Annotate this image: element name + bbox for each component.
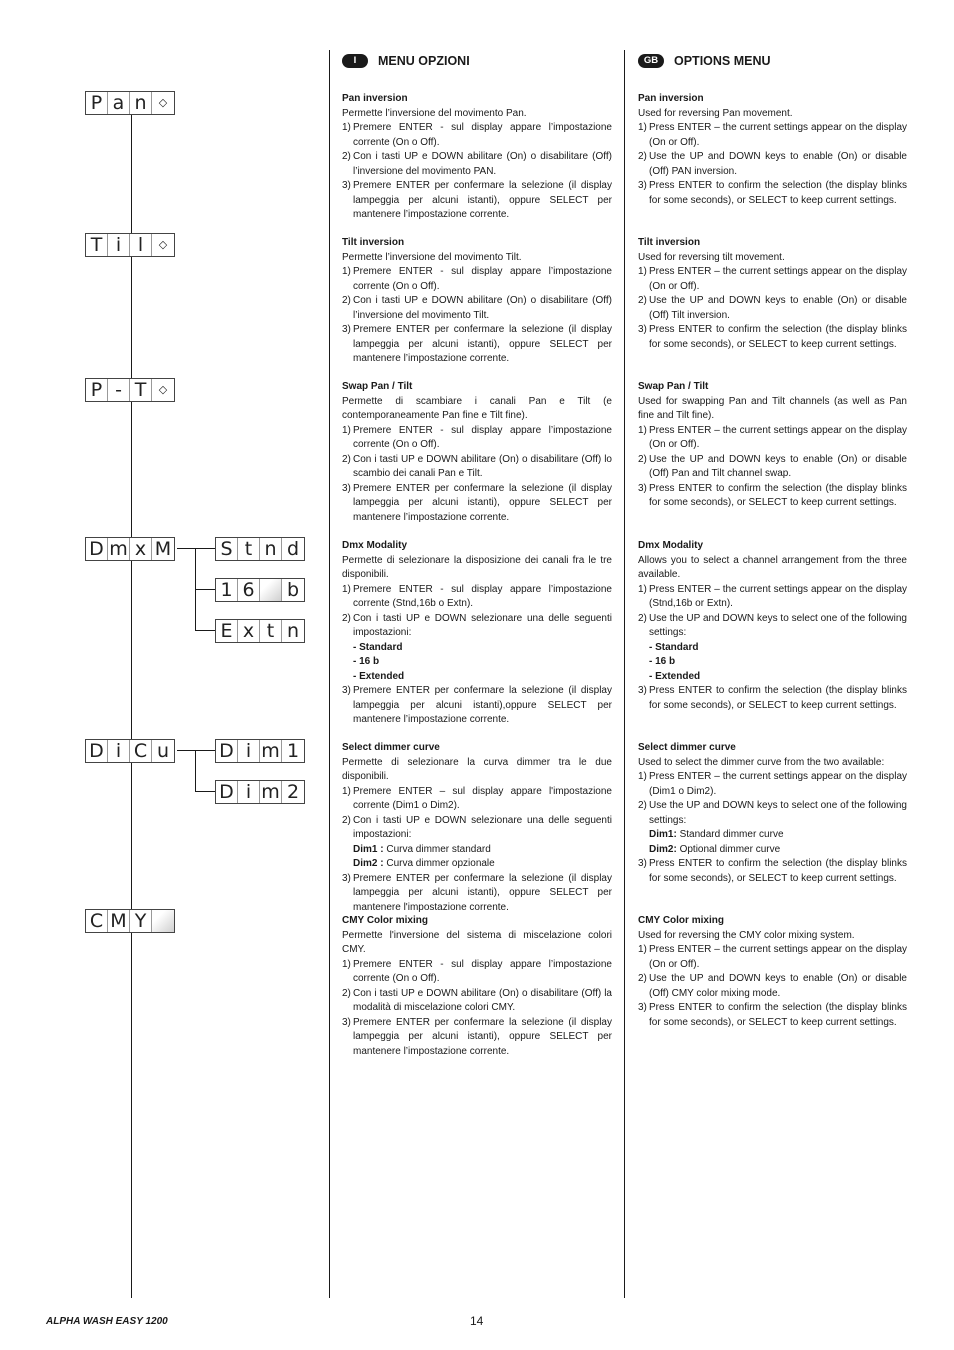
lcd-char <box>260 579 282 601</box>
lcd-char: i <box>108 234 130 256</box>
lcd-char: 6 <box>238 579 260 601</box>
lcd-char: i <box>238 781 260 803</box>
step-text: Premere ENTER per confermare la selezione (il display lampeggia per alcuni istanti),oppure SELECT per mantenere l’impostazione corrente. <box>353 685 612 725</box>
step-text: Use the UP and DOWN keys to select one of the following settings: <box>649 800 907 826</box>
column-divider-left <box>329 50 330 1298</box>
section-intro: Used for reversing tilt movement. <box>638 251 785 263</box>
lcd-16b <box>215 578 305 602</box>
lcd-char: i <box>238 740 260 762</box>
option-label: - Extended <box>649 670 701 682</box>
step-text: Press ENTER – the current settings appear on the display (On or Off). <box>649 122 907 148</box>
step-text: Premere ENTER - sul display appare l’impostazione corrente (Stnd,16b o Extn). <box>353 583 612 609</box>
section-intro: Used for reversing the CMY color mixing system. <box>638 929 855 941</box>
lcd-char: x <box>238 620 260 642</box>
page-number: 14 <box>470 1314 484 1328</box>
lcd-char: b <box>286 579 300 601</box>
step-text: Press ENTER to confirm the selection (the display blinks for some seconds), or SELECT to keep current settings. <box>649 180 907 206</box>
lcd-cmy <box>85 909 175 933</box>
option-key: Dim1 : <box>353 843 384 855</box>
step-text: Con i tasti UP e DOWN selezionare una delle seguenti impostazioni: <box>353 612 612 638</box>
lcd-dim2 <box>215 780 305 804</box>
lcd-char: l <box>130 234 152 256</box>
option-label: - 16 b <box>353 656 380 667</box>
section-title: Select dimmer curve <box>638 742 736 753</box>
section-intro: Permette l’inversione del movimento Tilt. <box>342 251 522 263</box>
option-label: - Standard <box>649 641 699 653</box>
section-title: Tilt inversion <box>638 237 701 248</box>
language-badge: GB <box>638 54 664 68</box>
lcd-pan-tilt <box>85 378 175 402</box>
lcd-dimmer-curve <box>85 739 175 763</box>
tree-branch <box>195 791 215 792</box>
option-label: - Standard <box>353 641 403 653</box>
language-badge: I <box>342 54 368 68</box>
menu-tree-line <box>131 114 132 1298</box>
section-intro: Used for reversing Pan movement. <box>638 107 793 119</box>
section-intro: Used to select the dimmer curve from the two available: <box>638 756 885 768</box>
lcd-char: M <box>154 538 172 560</box>
section-title: Dmx Modality <box>638 540 704 551</box>
section-intro: Used for swapping Pan and Tilt channels (as well as Pan fine and Tilt fine). <box>638 395 907 421</box>
lcd-char: C <box>86 910 108 932</box>
step-text: Use the UP and DOWN keys to enable (On) or disable (Off) Pan and Tilt channel swap. <box>649 453 907 479</box>
lcd-char: D <box>216 740 238 762</box>
up-down-arrows-icon: ◇ <box>158 96 168 109</box>
lcd-char: 1 <box>286 740 300 762</box>
step-text: Press ENTER to confirm the selection (the display blinks for some seconds), or SELECT to keep current settings. <box>649 324 907 350</box>
section-dmx-modality: Dmx Modality Allows you to select a channel arrangement from the three available. 1) Press ENTER – the current settings appear on the display (Stnd,16b or Extn). 2) Use the UP and DOWN keys to select one of the following settings: - Standard - 16 b - Extended 3) Press ENTER to confirm the selection (the display blinks for some seconds), or SELECT to keep current settings. <box>638 539 907 713</box>
up-down-arrows-icon: ◇ <box>158 238 168 251</box>
lcd-char: m <box>108 538 130 560</box>
step-text: Press ENTER – the current settings appear on the display (On or Off). <box>649 944 907 970</box>
section-title: Dmx Modality <box>342 540 408 551</box>
lcd-char: t <box>260 620 282 642</box>
lcd-char: D <box>216 781 238 803</box>
step-text: Premere ENTER - sul display appare l’impostazione corrente (On o Off). <box>353 424 612 450</box>
step-text: Press ENTER to confirm the selection (the display blinks for some seconds), or SELECT to keep current settings. <box>649 685 907 711</box>
lcd-char: T <box>86 234 108 256</box>
step-text: Press ENTER – the current settings appear on the display (On or Off). <box>649 424 907 450</box>
lcd-blank-cell <box>152 910 174 932</box>
step-text: Premere ENTER - sul display appare l’impostazione corrente (On o Off). <box>353 958 612 984</box>
section-intro: Permette di scambiare i canali Pan e Tilt (e contemporaneamente Pan fine e Tilt fine). <box>342 395 612 421</box>
lcd-char: u <box>156 740 170 762</box>
column-header <box>342 52 612 70</box>
tree-branch <box>195 630 215 631</box>
step-text: Con i tasti UP e DOWN abilitare (On) o disabilitare (Off) l’inversione del movimento PAN. <box>353 151 612 177</box>
italian-column <box>342 52 612 1057</box>
lcd-char: a <box>108 92 130 114</box>
step-text: Use the UP and DOWN keys to enable (On) or disable (Off) CMY color mixing mode. <box>649 973 907 999</box>
section-intro: Permette di selezionare la curva dimmer tra le due disponibili. <box>342 756 612 782</box>
section-intro: Permette l’inversione del movimento Pan. <box>342 107 527 119</box>
column-header <box>638 52 907 70</box>
step-text: Premere ENTER - sul display appare l’impostazione corrente (On o Off). <box>353 122 612 148</box>
option-key: Dim2 : <box>353 858 384 869</box>
lcd-char: D <box>86 740 108 762</box>
section-title: CMY Color mixing <box>342 915 428 926</box>
section-swap-pan-tilt: Swap Pan / Tilt Used for swapping Pan and Tilt channels (as well as Pan fine and Tilt fine). 1) Press ENTER – the current settings appear on the display (On or Off). 2) Use the UP and DOWN keys to enable (On) or disable (Off) Pan and Tilt channel swap. 3) Press ENTER to confirm the selection (the display blinks for some seconds), or SELECT to keep current settings. <box>638 380 907 511</box>
lcd-char: P <box>86 379 108 401</box>
tree-branch <box>177 750 215 751</box>
lcd-char: M <box>108 910 130 932</box>
lcd-char: S <box>216 538 238 560</box>
column-title: OPTIONS MENU <box>674 53 771 68</box>
lcd-char: n <box>130 92 152 114</box>
lcd-pan <box>85 91 175 115</box>
tree-branch <box>177 548 215 549</box>
section-title: Select dimmer curve <box>342 742 440 753</box>
up-down-arrows-icon: ◇ <box>158 383 168 396</box>
lcd-tilt <box>85 233 175 257</box>
step-text: Premere ENTER per confermare la selezione (il display lampeggia per alcuni istanti), oppure SELECT per mantenere l’impostazione corrente. <box>353 180 612 220</box>
option-desc: Optional dimmer curve <box>676 843 781 855</box>
option-key: Dim2: <box>649 843 677 855</box>
lcd-char: d <box>286 538 300 560</box>
column-title: MENU OPZIONI <box>378 53 470 68</box>
section-dimmer-curve: Select dimmer curve Permette di selezionare la curva dimmer tra le due disponibili. 1) Premere ENTER – sul display appare l'impostazione corrente (Dim1 o Dim2). 2) Con i tasti UP e DOWN selezionare una delle seguenti impostazioni: Dim1 : Curva dimmer standard Dim2 : Curva dimmer opzionale 3) Premere ENTER per confermare la selezione (il display lampeggia per alcuni istanti), oppure SELECT per mantenere l'impostazione corrente. <box>342 741 612 915</box>
step-text: Press ENTER – the current settings appear on the display (Dim1 o Dim2). <box>649 771 907 797</box>
lcd-char: x <box>130 538 152 560</box>
lcd-standard <box>215 537 305 561</box>
option-label: - 16 b <box>649 656 676 667</box>
step-text: Premere ENTER per confermare la selezione (il display lampeggia per alcuni istanti), oppure SELECT per mantenere l’impostazione corrente. <box>353 1016 612 1057</box>
lcd-char: t <box>238 538 260 560</box>
lcd-char: C <box>130 740 152 762</box>
section-dimmer-curve: Select dimmer curve Used to select the dimmer curve from the two available: 1) Press ENTER – the current settings appear on the display (Dim1 o Dim2). 2) Use the UP and DOWN keys to select one of the following settings: Dim1: Standard dimmer curve Dim2: Optional dimmer curve 3) Press ENTER to confirm the selection (the display blinks for some seconds), or SELECT to keep current settings. <box>638 741 907 886</box>
step-text: Use the UP and DOWN keys to enable (On) or disable (Off) PAN inversion. <box>649 151 907 177</box>
step-text: Con i tasti UP e DOWN abilitare (On) o disabilitare (Off) la modalità di miscelazione colori CMY. <box>353 987 612 1013</box>
step-text: Con i tasti UP e DOWN selezionare una delle seguenti impostazioni: <box>353 814 612 840</box>
option-desc: Standard dimmer curve <box>676 829 784 840</box>
lcd-char: n <box>286 620 300 642</box>
option-desc: Curva dimmer standard <box>383 843 491 855</box>
section-dmx-modality: Dmx Modality Permette di selezionare la disposizione dei canali fra le tre disponibili. 1) Premere ENTER - sul display appare l’impostazione corrente (Stnd,16b o Extn). 2) Con i tasti UP e DOWN selezionare una delle seguenti impostazioni: - Standard - 16 b - Extended 3) Premere ENTER per confermare la selezione (il display lampeggia per alcuni istanti),oppure SELECT per mantenere l’impostazione corrente. <box>342 539 612 728</box>
lcd-char: m <box>260 740 282 762</box>
lcd-char: n <box>260 538 282 560</box>
step-text: Premere ENTER per confermare la selezione (il display lampeggia per alcuni istanti), oppure SELECT per mantenere l’impostazione corrente. <box>353 482 612 523</box>
section-swap-pan-tilt: Swap Pan / Tilt Permette di scambiare i canali Pan e Tilt (e contemporaneamente Pan fine e Tilt fine). 1) Premere ENTER - sul display appare l’impostazione corrente (On o Off). 2) Con i tasti UP e DOWN abilitare (On) o disabilitare (Off) lo scambio dei canali Pan e Tilt. 3) Premere ENTER per confermare la selezione (il display lampeggia per alcuni istanti), oppure SELECT per mantenere l’impostazione corrente. <box>342 380 612 525</box>
step-text: Premere ENTER per confermare la selezione (il display lampeggia per alcuni istanti), oppure SELECT per mantenere l’impostazione corrente. <box>353 324 612 364</box>
section-pan-inversion: Pan inversion Permette l’inversione del movimento Pan. 1) Premere ENTER - sul display appare l’impostazione corrente (On o Off). 2) Con i tasti UP e DOWN abilitare (On) o disabilitare (Off) l’inversione del movimento PAN. 3) Premere ENTER per confermare la selezione (il display lampeggia per alcuni istanti), oppure SELECT per mantenere l’impostazione corrente. <box>342 92 612 223</box>
step-text: Press ENTER – the current settings appear on the display (On or Off). <box>649 266 907 292</box>
option-desc: Curva dimmer opzionale <box>383 858 495 869</box>
section-tilt-inversion: Tilt inversion Used for reversing tilt movement. 1) Press ENTER – the current settings appear on the display (On or Off). 2) Use the UP and DOWN keys to enable (On) or disable (Off) Tilt inversion. 3) Press ENTER to confirm the selection (the display blinks for some seconds), or SELECT to keep current settings. <box>638 236 907 352</box>
section-intro: Permette di selezionare la disposizione dei canali fra le tre disponibili. <box>342 554 612 580</box>
section-title: CMY Color mixing <box>638 915 724 926</box>
step-text: Premere ENTER per confermare la selezione (il display lampeggia per alcuni istanti), oppure SELECT per mantenere l'impostazione corrente. <box>353 872 612 913</box>
column-divider-right <box>624 50 625 1298</box>
lcd-char: D <box>86 538 108 560</box>
lcd-char: Y <box>130 910 152 932</box>
lcd-char: 1 <box>216 579 238 601</box>
step-text: Con i tasti UP e DOWN abilitare (On) o disabilitare (Off) lo scambio dei canali Pan e Tilt. <box>353 453 612 479</box>
section-title: Swap Pan / Tilt <box>638 381 709 392</box>
lcd-char: P <box>86 92 108 114</box>
lcd-char: - <box>108 379 130 401</box>
step-text: Press ENTER to confirm the selection (the display blinks for some seconds), or SELECT to keep current settings. <box>649 1002 907 1028</box>
section-intro: Allows you to select a channel arrangement from the three available. <box>638 554 907 580</box>
step-text: Use the UP and DOWN keys to enable (On) or disable (Off) Tilt inversion. <box>649 295 907 321</box>
section-cmy-mixing: CMY Color mixing Permette l'inversione del sistema di miscelazione colori CMY. 1) Premere ENTER - sul display appare l’impostazione corrente (On o Off). 2) Con i tasti UP e DOWN abilitare (On) o disabilitare (Off) la modalità di miscelazione colori CMY. 3) Premere ENTER per confermare la selezione (il display lampeggia per alcuni istanti), oppure SELECT per mantenere l’impostazione corrente. <box>342 914 612 1059</box>
lcd-char: i <box>108 740 130 762</box>
section-pan-inversion: Pan inversion Used for reversing Pan movement. 1) Press ENTER – the current settings appear on the display (On or Off). 2) Use the UP and DOWN keys to enable (On) or disable (Off) PAN inversion. 3) Press ENTER to confirm the selection (the display blinks for some seconds), or SELECT to keep current settings. <box>638 92 907 208</box>
step-text: Press ENTER – the current settings appear on the display (Stnd,16b or Extn). <box>649 583 907 609</box>
lcd-dmx-mode <box>85 537 175 561</box>
lcd-char: 2 <box>286 781 300 803</box>
lcd-char: E <box>216 620 238 642</box>
lcd-char: m <box>260 781 282 803</box>
section-title: Tilt inversion <box>342 237 405 248</box>
section-title: Swap Pan / Tilt <box>342 381 413 392</box>
section-tilt-inversion: Tilt inversion Permette l’inversione del movimento Tilt. 1) Premere ENTER - sul display appare l’impostazione corrente (On o Off). 2) Con i tasti UP e DOWN abilitare (On) o disabilitare (Off) l’inversione del movimento Tilt. 3) Premere ENTER per confermare la selezione (il display lampeggia per alcuni istanti), oppure SELECT per mantenere l’impostazione corrente. <box>342 236 612 367</box>
step-text: Use the UP and DOWN keys to select one of the following settings: <box>649 612 907 638</box>
tree-branch <box>195 589 215 590</box>
section-intro: Permette l'inversione del sistema di miscelazione colori CMY. <box>342 929 612 955</box>
step-text: Premere ENTER – sul display appare l'impostazione corrente (Dim1 o Dim2). <box>353 785 612 811</box>
english-column <box>638 52 907 1028</box>
lcd-extended <box>215 619 305 643</box>
lcd-char: T <box>130 379 152 401</box>
tree-branch <box>195 750 196 791</box>
step-text: Premere ENTER - sul display appare l’impostazione corrente (On o Off). <box>353 266 612 292</box>
option-key: Dim1: <box>649 829 677 840</box>
section-title: Pan inversion <box>638 93 704 104</box>
section-title: Pan inversion <box>342 93 408 104</box>
step-text: Press ENTER to confirm the selection (the display blinks for some seconds), or SELECT to keep current settings. <box>649 482 907 508</box>
step-text: Con i tasti UP e DOWN abilitare (On) o disabilitare (Off) l’inversione del movimento Tilt. <box>353 295 612 321</box>
option-label: - Extended <box>353 670 405 682</box>
footer-product-name: ALPHA WASH EASY 1200 <box>46 1316 168 1327</box>
lcd-dim1 <box>215 739 305 763</box>
step-text: Press ENTER to confirm the selection (the display blinks for some seconds), or SELECT to keep current settings. <box>649 858 907 884</box>
section-cmy-mixing: CMY Color mixing Used for reversing the CMY color mixing system. 1) Press ENTER – the current settings appear on the display (On or Off). 2) Use the UP and DOWN keys to enable (On) or disable (Off) CMY color mixing mode. 3) Press ENTER to confirm the selection (the display blinks for some seconds), or SELECT to keep current settings. <box>638 914 907 1030</box>
